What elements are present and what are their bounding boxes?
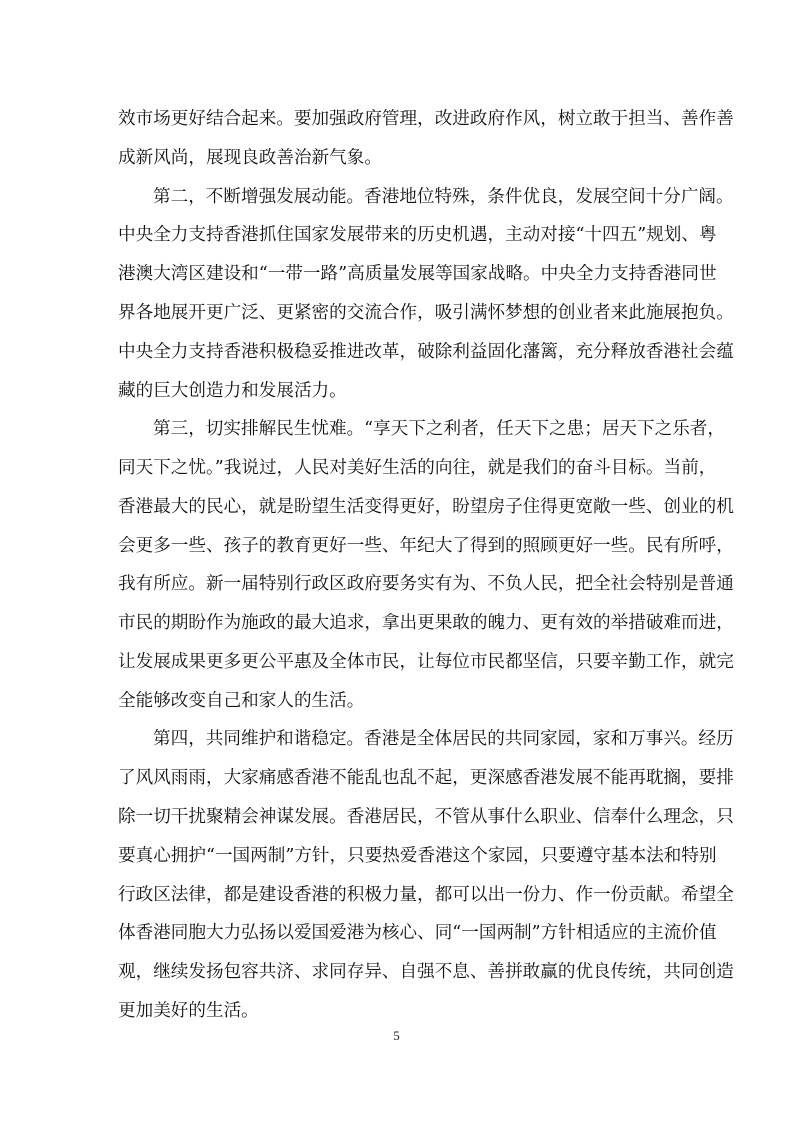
- page-number: 5: [393, 1028, 400, 1043]
- text-line: 除一切干扰聚精会神谋发展。香港居民，不管从事什么职业、信奉什么理念，只: [118, 807, 734, 827]
- text-line: 中央全力支持香港积极稳妥推进改革，破除利益固化藩篱，充分释放香港社会蕴: [118, 342, 734, 362]
- text-line: 观，继续发扬包容共济、求同存异、自强不息、善拼敢赢的优良传统，共同创造: [118, 962, 734, 982]
- text-line: 全能够改变自己和家人的生活。: [118, 691, 365, 711]
- text-line: 效市场更好结合起来。要加强政府管理，改进政府作风，树立敢于担当、善作善: [118, 109, 734, 129]
- text-line: 让发展成果更多更公平惠及全体市民，让每位市民都坚信，只要辛勤工作，就完: [118, 652, 734, 672]
- text-line: 了风风雨雨，大家痛感香港不能乱也乱不起，更深感香港发展不能再耽搁，要排: [118, 768, 734, 788]
- text-line: 第四，共同维护和谐稳定。香港是全体居民的共同家园，家和万事兴。经历: [153, 729, 734, 749]
- text-line: 市民的期盼作为施政的最大追求，拿出更果敢的魄力、更有效的举措破难而进，: [118, 613, 734, 633]
- text-line: 界各地展开更广泛、更紧密的交流合作，吸引满怀梦想的创业者来此施展抱负。: [118, 303, 734, 323]
- text-line: 要真心拥护“一国两制”方针，只要热爱香港这个家园，只要遵守基本法和特别: [118, 846, 717, 866]
- text-line: 中央全力支持香港抓住国家发展带来的历史机遇，主动对接“十四五”规划、粤: [118, 225, 717, 245]
- text-line: 体香港同胞大力弘扬以爱国爱港为核心、同“一国两制”方针相适应的主流价值: [118, 923, 717, 943]
- text-line: 港澳大湾区建设和“一带一路”高质量发展等国家战略。中央全力支持香港同世: [118, 264, 717, 284]
- text-line: 更加美好的生活。: [118, 1001, 259, 1021]
- text-line: 藏的巨大创造力和发展活力。: [118, 381, 347, 401]
- text-line: 同天下之忧。”我说过，人民对美好生活的向往，就是我们的奋斗目标。当前，: [118, 458, 717, 478]
- text-line: 香港最大的民心，就是盼望生活变得更好，盼望房子住得更宽敞一些、创业的机: [118, 497, 734, 517]
- text-line: 成新风尚，展现良政善治新气象。: [118, 148, 382, 168]
- text-line: 我有所应。新一届特别行政区政府要务实有为、不负人民，把全社会特别是普通: [118, 574, 734, 594]
- text-line: 第三，切实排解民生忧难。“享天下之利者，任天下之患；居天下之乐者，: [153, 419, 725, 439]
- text-line: 第二，不断增强发展动能。香港地位特殊，条件优良，发展空间十分广阔。: [153, 187, 734, 207]
- text-line: 行政区法律，都是建设香港的积极力量，都可以出一份力、作一份贡献。希望全: [118, 885, 734, 905]
- text-line: 会更多一些、孩子的教育更好一些、年纪大了得到的照顾更好一些。民有所呼，: [118, 536, 734, 556]
